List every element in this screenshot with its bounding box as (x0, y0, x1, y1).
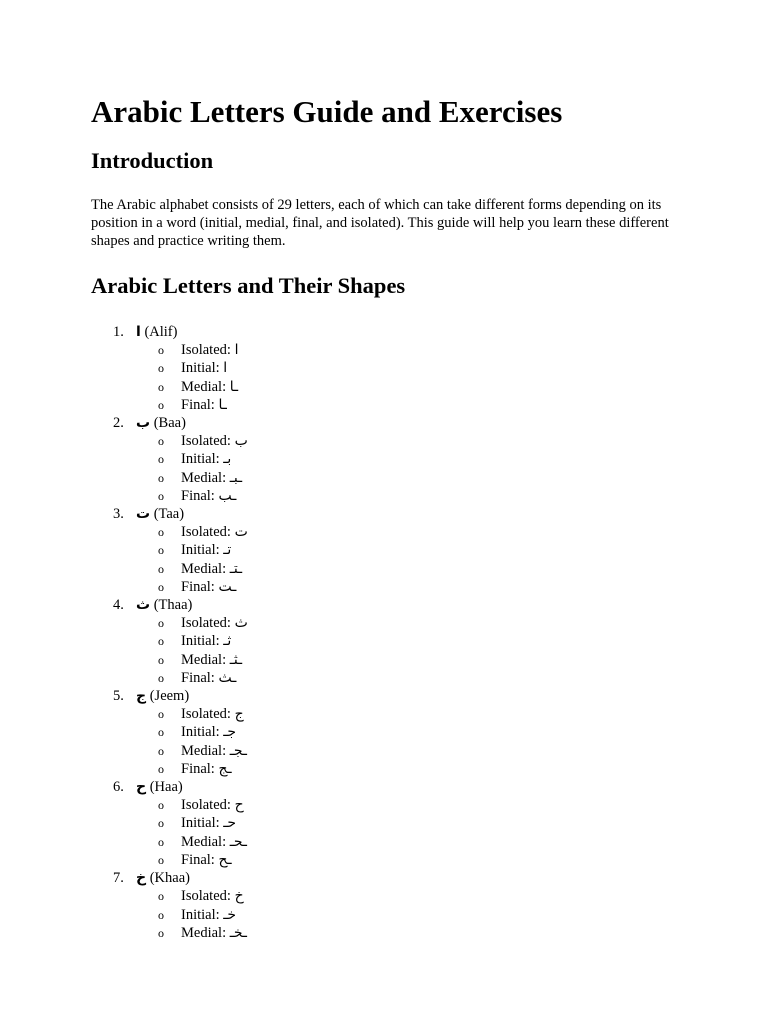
list-number: 3. (113, 506, 124, 523)
letter-form-item (136, 742, 681, 760)
form-label: Final: (181, 760, 215, 777)
bullet-marker: o (158, 488, 164, 503)
letter-form-item (136, 906, 681, 924)
letter-form-item (136, 378, 681, 396)
form-glyph: ـا (218, 396, 227, 413)
form-label: Initial: (181, 906, 220, 923)
form-label: Final: (181, 851, 215, 868)
arabic-letter-glyph: ح (136, 779, 147, 796)
bullet-marker: o (158, 925, 164, 940)
letter-forms-list (136, 705, 681, 778)
letter-form-item (136, 669, 681, 687)
letter-name: (Jeem) (149, 688, 190, 705)
arabic-letter-glyph: ا (136, 324, 141, 340)
bullet-marker: o (158, 561, 164, 576)
form-glyph: تـ (223, 542, 232, 559)
arabic-letter-glyph: ت (136, 506, 151, 523)
bullet-marker: o (158, 652, 164, 667)
form-glyph: ـبـ (229, 469, 243, 486)
letter-form-item (136, 560, 681, 578)
introduction-paragraph: The Arabic alphabet consists of 29 letters, each of which can take different forms depending on its position in a word (initial, medial, final, and isolated). This guide will help you learn these different shapes and practice writing them. (91, 197, 669, 249)
letter-form-item (136, 359, 681, 377)
form-label: Medial: (181, 833, 227, 850)
form-glyph: خـ (223, 906, 237, 923)
form-glyph: ـب (218, 487, 237, 504)
letter-form-item (136, 705, 681, 723)
form-glyph: ـثـ (229, 651, 243, 668)
letter-forms-list (136, 796, 681, 869)
bullet-marker: o (158, 816, 164, 831)
letter-forms-list (136, 523, 681, 596)
letter-form-item (136, 341, 681, 359)
form-glyph: ـج (218, 760, 232, 777)
form-label: Isolated: (181, 433, 231, 450)
letter-form-item (136, 469, 681, 487)
letter-form-item (136, 814, 681, 832)
arabic-letter-glyph: ج (136, 688, 147, 705)
letter-form-item (136, 887, 681, 905)
form-label: Medial: (181, 651, 227, 668)
letter-form-item (136, 396, 681, 414)
form-label: Isolated: (181, 524, 231, 541)
letter-form-item (136, 651, 681, 669)
letters-shapes-heading: Arabic Letters and Their Shapes (91, 273, 406, 298)
form-label: Final: (181, 578, 215, 595)
form-label: Initial: (181, 815, 220, 832)
form-glyph: ـث (218, 669, 237, 686)
letter-item (91, 414, 681, 505)
list-number: 1. (113, 324, 124, 340)
form-label: Initial: (181, 360, 220, 377)
form-glyph: ـخـ (229, 924, 247, 941)
bullet-marker: o (158, 616, 164, 631)
introduction-heading: Introduction (91, 148, 214, 173)
document-page (91, 92, 681, 942)
form-glyph: ـا (229, 378, 239, 395)
bullet-marker: o (158, 379, 164, 394)
form-label: Initial: (181, 542, 220, 559)
bullet-marker: o (158, 743, 164, 758)
form-glyph: ـحـ (229, 833, 247, 850)
letter-form-item (136, 578, 681, 596)
bullet-marker: o (158, 725, 164, 740)
bullet-marker: o (158, 434, 164, 449)
bullet-marker: o (158, 889, 164, 904)
bullet-marker: o (158, 579, 164, 594)
letter-forms-list (136, 432, 681, 505)
letter-form-item (136, 487, 681, 505)
bullet-marker: o (158, 343, 164, 358)
form-label: Medial: (181, 924, 227, 941)
letter-form-item (136, 541, 681, 559)
form-glyph: ا (234, 342, 239, 359)
form-label: Medial: (181, 378, 227, 395)
form-label: Isolated: (181, 615, 231, 632)
letter-item (91, 323, 681, 414)
form-label: Initial: (181, 633, 220, 650)
list-number: 4. (113, 597, 124, 614)
letter-item (91, 596, 681, 687)
form-glyph: ب (234, 433, 248, 450)
bullet-marker: o (158, 707, 164, 722)
letter-item (91, 869, 681, 942)
letter-form-item (136, 760, 681, 778)
letter-forms-list (136, 887, 681, 942)
form-label: Isolated: (181, 797, 231, 814)
arabic-letter-glyph: ث (136, 597, 151, 614)
list-number: 7. (113, 870, 124, 887)
form-glyph: جـ (223, 724, 237, 741)
letter-form-item (136, 796, 681, 814)
form-glyph: ج (234, 706, 244, 723)
letter-form-item (136, 924, 681, 942)
form-label: Final: (181, 487, 215, 504)
letter-forms-list (136, 341, 681, 414)
letter-item (91, 505, 681, 596)
letter-name: (Thaa) (153, 597, 193, 614)
bullet-marker: o (158, 361, 164, 376)
form-glyph: حـ (223, 815, 237, 832)
form-glyph: ـجـ (229, 742, 247, 759)
letter-item (91, 778, 681, 869)
form-glyph: ت (234, 524, 248, 541)
form-label: Isolated: (181, 888, 231, 905)
form-label: Initial: (181, 451, 220, 468)
letter-item (91, 687, 681, 778)
bullet-marker: o (158, 452, 164, 467)
letter-form-item (136, 723, 681, 741)
form-glyph: ح (234, 797, 244, 814)
list-number: 6. (113, 779, 124, 796)
bullet-marker: o (158, 798, 164, 813)
letter-form-item (136, 614, 681, 632)
form-label: Medial: (181, 469, 227, 486)
form-glyph: بـ (223, 451, 232, 468)
form-label: Final: (181, 669, 215, 686)
letter-form-item (136, 450, 681, 468)
bullet-marker: o (158, 525, 164, 540)
letter-name: (Khaa) (149, 870, 190, 887)
form-glyph: ـح (218, 851, 232, 868)
bullet-marker: o (158, 834, 164, 849)
list-number: 5. (113, 688, 124, 705)
form-label: Isolated: (181, 342, 231, 359)
letters-list (91, 323, 681, 942)
letter-name: (Taa) (153, 506, 185, 523)
form-glyph: ـت (218, 578, 237, 595)
page-title: Arabic Letters Guide and Exercises (91, 94, 563, 129)
letter-form-item (136, 432, 681, 450)
form-label: Isolated: (181, 706, 231, 723)
list-number: 2. (113, 415, 124, 432)
letter-name: (Haa) (149, 779, 183, 796)
form-glyph: ا (223, 360, 228, 377)
letter-form-item (136, 833, 681, 851)
letter-forms-list (136, 614, 681, 687)
bullet-marker: o (158, 470, 164, 485)
form-label: Medial: (181, 742, 227, 759)
arabic-letter-glyph: ب (136, 415, 151, 432)
bullet-marker: o (158, 397, 164, 412)
form-glyph: ث (234, 615, 248, 632)
bullet-marker: o (158, 761, 164, 776)
letter-form-item (136, 632, 681, 650)
bullet-marker: o (158, 634, 164, 649)
bullet-marker: o (158, 852, 164, 867)
form-glyph: ثـ (223, 633, 232, 650)
form-label: Initial: (181, 724, 220, 741)
letter-name: (Alif) (144, 324, 178, 340)
form-glyph: ـتـ (229, 560, 243, 577)
bullet-marker: o (158, 543, 164, 558)
letter-form-item (136, 523, 681, 541)
arabic-letter-glyph: خ (136, 870, 147, 887)
bullet-marker: o (158, 670, 164, 685)
bullet-marker: o (158, 907, 164, 922)
form-label: Medial: (181, 560, 227, 577)
letter-name: (Baa) (153, 415, 186, 432)
letter-form-item (136, 851, 681, 869)
form-label: Final: (181, 396, 215, 413)
form-glyph: خ (234, 888, 244, 905)
